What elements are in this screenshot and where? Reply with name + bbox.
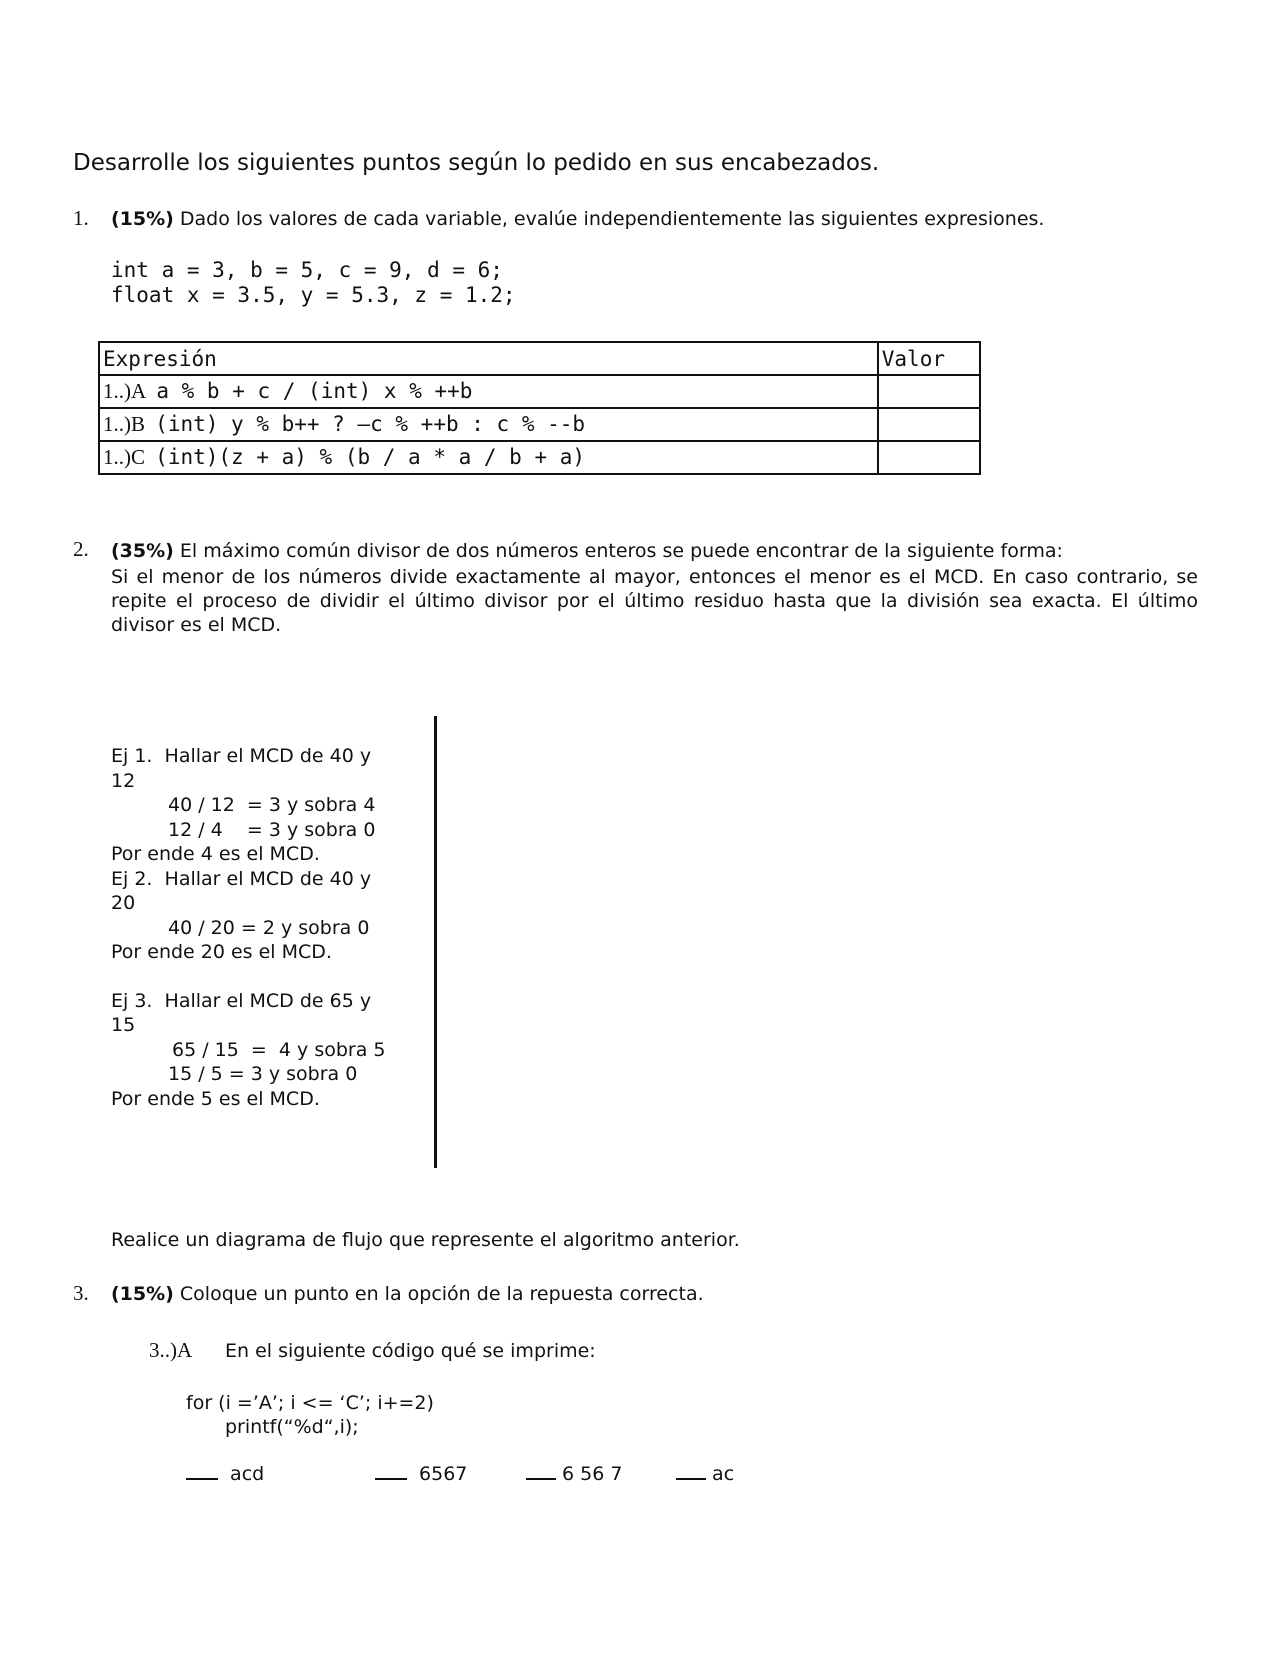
option-3[interactable] (526, 1462, 622, 1485)
ej3-line-1: 65 / 15 = 4 y sobra 5 (172, 1038, 386, 1061)
q2-heading (111, 540, 1063, 562)
row-label: 1..)B (103, 412, 145, 436)
value-cell[interactable] (878, 441, 980, 474)
option-3-label: 6 56 7 (562, 1463, 623, 1485)
q2-paragraph: Si el menor de los números divide exactamente al mayor, entonces el menor es el MCD. En caso contrario, se repite el proceso de dividir el último divisor por el último residuo hasta que la división sea exacta. El último divisor es el MCD. (111, 566, 1198, 636)
q1-number: 1. (73, 206, 89, 230)
row-expression: a % b + c / (int) x % ++b (156, 379, 473, 403)
ej3-conclusion: Por ende 5 es el MCD. (111, 1087, 320, 1110)
row-expression: (int)(z + a) % (b / a * a / b + a) (155, 445, 586, 469)
value-cell[interactable] (878, 408, 980, 441)
q2-instruction: Realice un diagrama de flujo que represente el algoritmo anterior. (111, 1229, 740, 1251)
q3-number: 3. (73, 1281, 89, 1305)
table-row (99, 375, 980, 408)
row-label: 1..)C (103, 445, 145, 469)
expr-cell (99, 441, 878, 474)
ej1-title: Ej 1. Hallar el MCD de 40 y 12 (111, 745, 378, 792)
row-label: 1..)A (103, 379, 147, 403)
q2-weight: (35%) (111, 540, 174, 562)
option-2-label: 6567 (419, 1463, 468, 1485)
ej2-title: Ej 2. Hallar el MCD de 40 y 20 (111, 867, 378, 914)
q3-sub-label: 3..)A (149, 1338, 193, 1362)
option-1-label: acd (230, 1463, 265, 1485)
ej3-line-2: 15 / 5 = 3 y sobra 0 (168, 1063, 358, 1085)
q3-heading (111, 1283, 704, 1305)
expr-cell (99, 408, 878, 441)
option-4-blank[interactable] (676, 1462, 706, 1480)
q3-weight: (15%) (111, 1283, 174, 1305)
ej1-line-1: 40 / 12 = 3 y sobra 4 (168, 794, 376, 816)
option-4-label: ac (712, 1463, 735, 1485)
ej2-conclusion: Por ende 20 es el MCD. (111, 941, 332, 963)
mcd-examples (111, 744, 401, 1111)
header-valor: Valor (878, 342, 980, 375)
vertical-divider (434, 716, 437, 1168)
option-4[interactable] (676, 1462, 734, 1485)
option-3-blank[interactable] (526, 1462, 556, 1480)
option-2[interactable] (375, 1462, 467, 1485)
header-expresion: Expresión (99, 342, 878, 375)
intro-text: Desarrolle los siguientes puntos según lo pedido en sus encabezados. (73, 150, 880, 176)
table-row (99, 441, 980, 474)
q1-code-line-2: float x = 3.5, y = 5.3, z = 1.2; (111, 283, 516, 307)
q3-code-line-1: for (i =’A’; i <= ‘C’; i+=2) (186, 1392, 434, 1414)
q2-number: 2. (73, 537, 89, 561)
table-row (99, 408, 980, 441)
q2-text: El máximo común divisor de dos números enteros se puede encontrar de la siguiente forma: (179, 540, 1063, 562)
ej1-conclusion: Por ende 4 es el MCD. (111, 843, 320, 865)
q3-text: Coloque un punto en la opción de la repuesta correcta. (179, 1283, 704, 1305)
q1-code-line-1: int a = 3, b = 5, c = 9, d = 6; (111, 258, 503, 282)
ej3-title: Ej 3. Hallar el MCD de 65 y 15 (111, 989, 378, 1036)
option-1-blank[interactable] (186, 1462, 218, 1480)
q3-sub-text: En el siguiente código qué se imprime: (225, 1340, 596, 1362)
option-1[interactable] (186, 1462, 264, 1485)
q1-weight: (15%) (111, 208, 174, 230)
expression-table (98, 341, 981, 475)
table-header-row (99, 342, 980, 375)
q1-heading (111, 208, 1044, 230)
row-expression: (int) y % b++ ? –c % ++b : c % --b (155, 412, 586, 436)
option-2-blank[interactable] (375, 1462, 407, 1480)
q3-code-line-2: printf(“%d“,i); (225, 1416, 359, 1438)
expr-cell (99, 375, 878, 408)
ej1-line-2: 12 / 4 = 3 y sobra 0 (168, 818, 376, 841)
value-cell[interactable] (878, 375, 980, 408)
ej2-line-1: 40 / 20 = 2 y sobra 0 (168, 916, 370, 939)
q1-text: Dado los valores de cada variable, evalúe independientemente las siguientes expresiones. (179, 208, 1045, 230)
